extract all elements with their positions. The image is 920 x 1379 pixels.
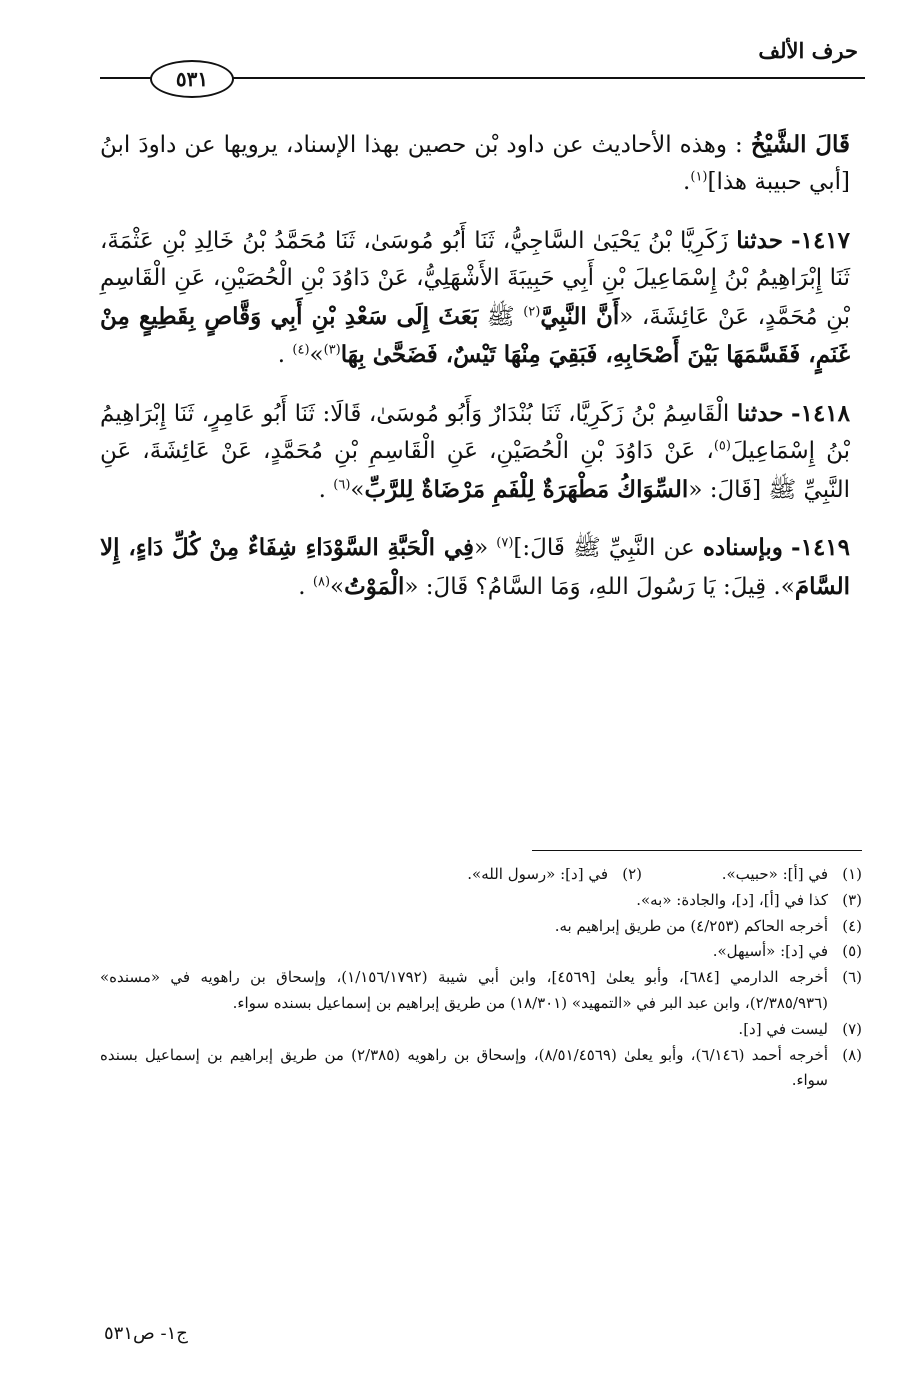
footnote-number: (٤) bbox=[842, 916, 862, 935]
quote-open: « bbox=[688, 476, 703, 503]
footnote-number: (٧) bbox=[842, 1019, 862, 1038]
footnote-ref: (٣) bbox=[323, 342, 341, 358]
footnote-text: أخرجه أحمد (٦/١٤٦)، وأبو يعلىٰ (٨/٥١/٤٥٦٩)، وإسحاق بن راهويه (٢/٣٨٥) من طريق إبراهيم بن إسماعيل بسنده سواء. bbox=[100, 1045, 828, 1090]
footnote-8 bbox=[100, 1043, 862, 1095]
page-number: ٥٣١ bbox=[175, 67, 209, 91]
matn-text: السِّوَاكُ مَطْهَرَةٌ لِلْفَمِ مَرْضَاةٌ لِلرَّبِّ bbox=[364, 475, 689, 503]
footnote-number: (١) bbox=[842, 865, 862, 883]
hadith-1418 bbox=[100, 395, 850, 509]
quote-open: « bbox=[404, 573, 419, 600]
hadith-number: ١٤١٩- bbox=[791, 534, 851, 562]
footnotes bbox=[100, 862, 862, 1094]
paragraph-text: : وهذه الأحاديث عن داود بْن حصين بهذا الإسناد، يرويها عن داودَ ابنُ [أبي حبيبة هذا] bbox=[100, 132, 850, 196]
footnote-3 bbox=[100, 888, 862, 914]
salutation: ﷺ bbox=[486, 303, 515, 330]
question-text: . قِيلَ: يَا رَسُولَ اللهِ، وَمَا السَّامُ؟ قَالَ: bbox=[425, 573, 781, 600]
isnad-text: ، عَنْ دَاوُدَ بْنِ الْحُصَيْنِ، عَنِ الْقَاسِمِ بْنِ مُحَمَّدٍ، عَنْ عَائِشَةَ، عَنِ النَّبِيِّ ﷺ [قَالَ: bbox=[100, 438, 850, 503]
period: . bbox=[277, 342, 286, 369]
footnote-text: أخرجه الدارمي [٦٨٤]، وأبو يعلىٰ [٤٥٦٩]، وابن أبي شيبة (١/١٥٦/١٧٩٢)، وإسحاق بن راهويه في «مسنده» (٢/٣٨٥/٩٣٦)، وابن عبد البر في «التمهيد» (١٨/٣٠١) من طريق إبراهيم بن إسماعيل بسنده سواء. bbox=[100, 968, 828, 1012]
hadith-number: ١٤١٨- bbox=[791, 399, 851, 427]
footnote-ref: (٢) bbox=[523, 304, 541, 320]
isnad-text: زَكَرِيَّا بْنُ يَحْيَىٰ السَّاجِيُّ، ثَنَا أَبُو مُوسَىٰ، ثَنَا مُحَمَّدُ بْنُ خَالِدِ بْنِ عَثْمَةَ، ثَنَا إِبْرَاهِيمُ بْنُ إِسْمَاعِيلَ بْنِ أَبِي حَبِيبَةَ الأَشْهَلِيُّ، عَنْ دَاوُدَ بْنِ الْحُصَيْنِ، عَنِ الْقَاسِمِ بْنِ مُحَمَّدٍ، عَنْ عَائِشَةَ، bbox=[100, 227, 850, 330]
footnote-ref: (٥) bbox=[713, 438, 731, 454]
footnote-ref: (٨) bbox=[312, 574, 331, 590]
quote-close: » bbox=[309, 342, 324, 369]
footnote-number: (٥) bbox=[842, 942, 862, 961]
footnote-ref: (٧) bbox=[496, 535, 514, 551]
lead-word: وبإسناده bbox=[702, 534, 783, 562]
footnote-6 bbox=[100, 965, 862, 1017]
quote-close: » bbox=[350, 476, 365, 503]
footnote-text: في [د]: «رسول الله». bbox=[467, 865, 608, 883]
isnad-text: عن النَّبِيِّ ﷺ قَالَ:] bbox=[513, 535, 695, 562]
matn-text: فِي الْحَبَّةِ السَّوْدَاءِ شِفَاءٌ مِنْ كُلِّ دَاءٍ، إِلا السَّامَ bbox=[100, 534, 850, 600]
quote-open: « bbox=[474, 535, 489, 562]
lead-word: حدثنا bbox=[736, 226, 783, 254]
footnote-text: كذا في [أ]، [د]، والجادة: «به». bbox=[636, 890, 828, 909]
footnote-1 bbox=[642, 862, 862, 888]
hadith-number: ١٤١٧- bbox=[791, 226, 851, 254]
quote-close: » bbox=[330, 573, 345, 600]
footnote-text: أخرجه الحاكم (٤/٢٥٣) من طريق إبراهيم به. bbox=[554, 916, 828, 935]
footnote-number: (٦) bbox=[842, 968, 862, 987]
chapter-title: حرف الألف bbox=[758, 38, 858, 63]
footnote-number: (٢) bbox=[622, 865, 642, 883]
footnote-4 bbox=[100, 914, 862, 940]
page-number-badge bbox=[150, 60, 234, 98]
footnote-ref: (٤) bbox=[292, 342, 310, 358]
lead-word: قَالَ الشَّيْخُ bbox=[750, 131, 850, 158]
footnote-ref: (١) bbox=[690, 169, 708, 185]
footnote-2 bbox=[422, 862, 642, 888]
period: . bbox=[298, 573, 306, 600]
period: . bbox=[683, 169, 691, 196]
quote-open: « bbox=[619, 303, 634, 330]
matn-text: أَنَّ النَّبِيَّ bbox=[540, 302, 620, 330]
footnote-text: ليست في [د]. bbox=[738, 1019, 828, 1038]
hadith-1417 bbox=[100, 222, 850, 375]
footnote-ref: (٦) bbox=[333, 477, 351, 493]
main-text bbox=[100, 126, 850, 626]
quote-close: » bbox=[780, 573, 795, 600]
matn-text: الْمَوْتُ bbox=[344, 572, 405, 600]
paragraph-sheikh-note bbox=[100, 126, 850, 202]
footnote-5 bbox=[100, 939, 862, 965]
lead-word: حدثنا bbox=[736, 399, 784, 427]
matn-text: بَعَثَ إِلَى سَعْدِ بْنِ أَبِي وَقَّاصٍ بِقَطِيعٍ مِنْ غَنَمٍ، فَقَسَّمَهَا بَيْنَ أَصْحَابِهِ، فَبَقِيَ مِنْهَا تَيْسٌ، فَضَحَّىٰ بِهَا bbox=[100, 302, 850, 369]
footnote-number: (٨) bbox=[842, 1045, 862, 1064]
footnote-text: في [أ]: «حبيب». bbox=[721, 865, 828, 883]
footnote-text: في [د]: «أسيهل». bbox=[712, 942, 828, 961]
footnote-rule bbox=[532, 850, 862, 851]
page-reference: ج١- ص٥٣١ bbox=[104, 1323, 188, 1344]
hadith-1419 bbox=[100, 529, 850, 606]
isnad-text: الْقَاسِمُ بْنُ زَكَرِيَّا، ثَنَا بُنْدَارٌ وَأَبُو مُوسَىٰ، قَالَا: ثَنَا أَبُو عَامِرٍ، ثَنَا إِبْرَاهِيمُ بْنُ إِسْمَاعِيلَ bbox=[100, 400, 850, 465]
footnote-7 bbox=[100, 1017, 862, 1043]
footnote-number: (٣) bbox=[842, 890, 862, 909]
period: . bbox=[318, 476, 326, 503]
footnote-pair bbox=[100, 862, 862, 888]
